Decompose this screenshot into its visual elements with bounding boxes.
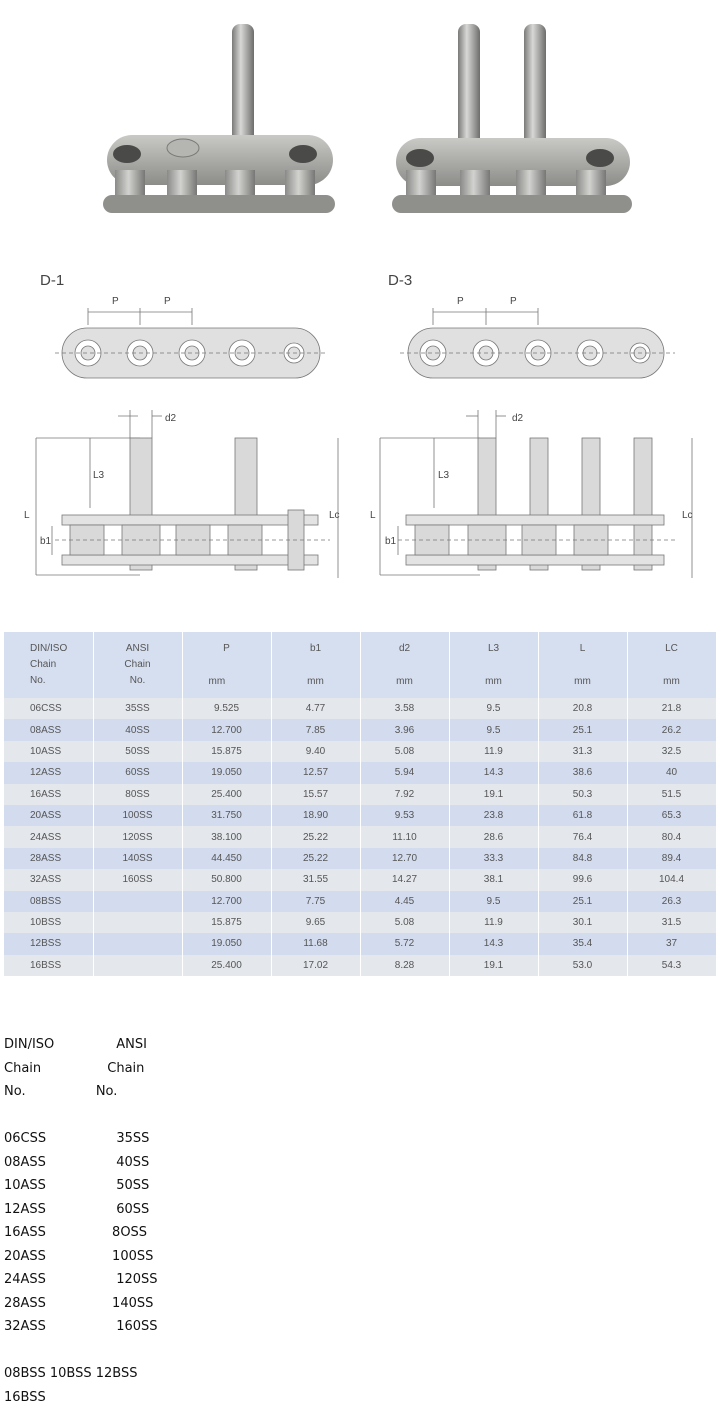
table-cell: 5.72: [360, 933, 449, 954]
d1-l3-label: L3: [93, 470, 105, 481]
table-cell: 14.3: [449, 762, 538, 783]
table-cell: 100SS: [93, 805, 182, 826]
table-cell: 76.4: [538, 826, 627, 847]
table-cell: 9.5: [449, 891, 538, 912]
table-cell: 31.55: [271, 869, 360, 890]
table-cell: 23.8: [449, 805, 538, 826]
d3-side-view: [380, 410, 692, 578]
header-ansi: [93, 632, 182, 698]
d3-b1-label: b1: [385, 536, 397, 547]
table-cell: 08BSS: [4, 891, 93, 912]
table-cell: 9.40: [271, 741, 360, 762]
table-cell: 4.45: [360, 891, 449, 912]
table-cell: 16ASS: [4, 784, 93, 805]
table-cell: 15.57: [271, 784, 360, 805]
table-cell: 5.08: [360, 741, 449, 762]
table-row: [4, 698, 716, 719]
d1-lc-label: Lc: [329, 510, 340, 521]
diagram-label-d3: D-3: [388, 272, 413, 289]
header-ansi-line-1: ANSI: [125, 643, 150, 654]
plain-text-line: 16BSS: [4, 1389, 46, 1405]
d1-d2-label: d2: [165, 413, 177, 424]
table-row: [4, 848, 716, 869]
plain-text-line: 32ASS 160SS: [4, 1319, 158, 1334]
table-cell: 80SS: [93, 784, 182, 805]
table-cell: 11.9: [449, 741, 538, 762]
plain-text-line: 16ASS 8OSS: [4, 1225, 148, 1240]
table-row: [4, 805, 716, 826]
table-cell: 25.1: [538, 719, 627, 740]
plain-text-line: 24ASS 120SS: [4, 1272, 158, 1287]
table-cell: 35SS: [93, 698, 182, 719]
table-header-row: [4, 632, 716, 665]
d3-l3-label: L3: [438, 470, 450, 481]
table-cell: 44.450: [182, 848, 271, 869]
table-cell: 3.96: [360, 719, 449, 740]
technical-drawings: [0, 290, 728, 610]
table-body: [4, 698, 716, 976]
header-din: [4, 632, 93, 698]
header-l: L: [538, 632, 627, 665]
unit-l: mm: [538, 665, 627, 698]
table-cell: 19.1: [449, 955, 538, 976]
table-cell: 9.5: [449, 719, 538, 740]
plain-text-line: [4, 1104, 158, 1128]
table-cell: 104.4: [627, 869, 716, 890]
photo-d3-chain-link: [388, 10, 638, 225]
table-cell: 28.6: [449, 826, 538, 847]
table-cell: 4.77: [271, 698, 360, 719]
table-row: [4, 912, 716, 933]
table-cell: 60SS: [93, 762, 182, 783]
plain-text-line: [4, 1339, 158, 1363]
photo-d1-chain-link: [95, 10, 345, 225]
plain-text-line: 10ASS 50SS: [4, 1178, 150, 1193]
table-cell: 21.8: [627, 698, 716, 719]
plain-text-line: 28ASS 140SS: [4, 1295, 154, 1311]
table-row: [4, 784, 716, 805]
table-cell: 32.5: [627, 741, 716, 762]
table-cell: 3.58: [360, 698, 449, 719]
diagram-label-d1: D-1: [40, 272, 65, 289]
table-cell: 25.400: [182, 955, 271, 976]
table-cell: 9.53: [360, 805, 449, 826]
d1-pitch-label-2: P: [164, 296, 171, 307]
table-cell: 51.5: [627, 784, 716, 805]
d3-d2-label: d2: [512, 413, 524, 424]
header-din-line-1: DIN/ISO: [30, 643, 68, 654]
header-din-line-2: Chain: [30, 659, 57, 670]
table-cell: 9.65: [271, 912, 360, 933]
table-cell: 15.875: [182, 912, 271, 933]
table-cell: 06CSS: [4, 698, 93, 719]
table-cell: 14.27: [360, 869, 449, 890]
table-cell: 38.100: [182, 826, 271, 847]
header-din-line-3: No.: [30, 675, 46, 686]
table-cell: [93, 912, 182, 933]
table-cell: 32ASS: [4, 869, 93, 890]
table-cell: 20.8: [538, 698, 627, 719]
table-cell: 50SS: [93, 741, 182, 762]
table-cell: 25.400: [182, 784, 271, 805]
unit-b1: mm: [271, 665, 360, 698]
d3-lc-label: Lc: [682, 510, 693, 521]
table-cell: 140SS: [93, 848, 182, 869]
table-cell: 31.5: [627, 912, 716, 933]
table-cell: 65.3: [627, 805, 716, 826]
table-row: [4, 719, 716, 740]
table-cell: 7.85: [271, 719, 360, 740]
table-cell: 16BSS: [4, 955, 93, 976]
table-cell: [93, 955, 182, 976]
d1-side-view: [36, 410, 338, 578]
table-row: [4, 891, 716, 912]
table-cell: 84.8: [538, 848, 627, 869]
table-cell: 11.9: [449, 912, 538, 933]
table-row: [4, 955, 716, 976]
d1-l-label: L: [24, 510, 30, 521]
table-cell: 26.3: [627, 891, 716, 912]
table-cell: 7.92: [360, 784, 449, 805]
table-cell: 12BSS: [4, 933, 93, 954]
table-cell: 15.875: [182, 741, 271, 762]
table-cell: 40: [627, 762, 716, 783]
product-photos: [0, 0, 728, 260]
table-cell: 89.4: [627, 848, 716, 869]
table-cell: 80.4: [627, 826, 716, 847]
unit-p: mm: [182, 665, 271, 698]
table-cell: 8.28: [360, 955, 449, 976]
table-row: [4, 741, 716, 762]
table-cell: 120SS: [93, 826, 182, 847]
table-cell: 160SS: [93, 869, 182, 890]
table-cell: 25.22: [271, 848, 360, 869]
table-cell: 31.750: [182, 805, 271, 826]
table-cell: 19.1: [449, 784, 538, 805]
table-cell: 50.800: [182, 869, 271, 890]
table-cell: 28ASS: [4, 848, 93, 869]
table-cell: 12.57: [271, 762, 360, 783]
table-cell: 7.75: [271, 891, 360, 912]
header-ansi-line-3: No.: [129, 675, 146, 686]
table-cell: 38.6: [538, 762, 627, 783]
table-cell: 10BSS: [4, 912, 93, 933]
table-cell: 11.68: [271, 933, 360, 954]
table-cell: [93, 891, 182, 912]
header-l3: L3: [449, 632, 538, 665]
spec-table: [4, 632, 717, 976]
table-cell: 20ASS: [4, 805, 93, 826]
table-cell: 50.3: [538, 784, 627, 805]
table-cell: 33.3: [449, 848, 538, 869]
table-cell: 11.10: [360, 826, 449, 847]
table-row: [4, 826, 716, 847]
plain-text-line: No. No.: [4, 1084, 118, 1099]
table-cell: 10ASS: [4, 741, 93, 762]
table-cell: 9.525: [182, 698, 271, 719]
table-cell: 17.02: [271, 955, 360, 976]
d1-b1-label: b1: [40, 536, 52, 547]
table-cell: 5.94: [360, 762, 449, 783]
table-cell: 40SS: [93, 719, 182, 740]
d3-l-label: L: [370, 510, 376, 521]
table-cell: 31.3: [538, 741, 627, 762]
d1-top-view: [55, 308, 328, 378]
table-cell: 12ASS: [4, 762, 93, 783]
d1-pitch-label-1: P: [112, 296, 119, 307]
plain-text-line: 06CSS 35SS: [4, 1131, 150, 1146]
unit-l3: mm: [449, 665, 538, 698]
d3-pitch-label-1: P: [457, 296, 464, 307]
unit-lc: mm: [627, 665, 716, 698]
header-lc: LC: [627, 632, 716, 665]
plain-text-line: 08BSS 10BSS 12BSS: [4, 1366, 138, 1381]
table-cell: 12.70: [360, 848, 449, 869]
unit-d2: mm: [360, 665, 449, 698]
table-cell: 99.6: [538, 869, 627, 890]
table-cell: [93, 933, 182, 954]
table-cell: 35.4: [538, 933, 627, 954]
table-cell: 54.3: [627, 955, 716, 976]
table-cell: 5.08: [360, 912, 449, 933]
table-cell: 26.2: [627, 719, 716, 740]
plain-text-line: 20ASS 100SS: [4, 1248, 154, 1264]
table-cell: 19.050: [182, 762, 271, 783]
plain-text-line: 12ASS 60SS: [4, 1201, 150, 1217]
table-cell: 61.8: [538, 805, 627, 826]
d3-top-view: [400, 308, 675, 378]
table-cell: 9.5: [449, 698, 538, 719]
table-row: [4, 762, 716, 783]
table-cell: 14.3: [449, 933, 538, 954]
table-cell: 24ASS: [4, 826, 93, 847]
plain-text-line: DIN/ISO ANSI: [4, 1037, 147, 1052]
d3-pitch-label-2: P: [510, 296, 517, 307]
table-row: [4, 933, 716, 954]
table-cell: 37: [627, 933, 716, 954]
header-ansi-line-2: Chain: [124, 659, 151, 670]
table-cell: 19.050: [182, 933, 271, 954]
table-cell: 12.700: [182, 719, 271, 740]
table-cell: 38.1: [449, 869, 538, 890]
plain-text-line: Chain Chain: [4, 1060, 145, 1076]
plain-text-listing: [4, 1033, 158, 1409]
table-cell: 25.22: [271, 826, 360, 847]
header-d2: d2: [360, 632, 449, 665]
plain-text-line: 08ASS 40SS: [4, 1154, 150, 1170]
header-b1: b1: [271, 632, 360, 665]
header-p: P: [182, 632, 271, 665]
table-row: [4, 869, 716, 890]
table-cell: 12.700: [182, 891, 271, 912]
table-cell: 08ASS: [4, 719, 93, 740]
table-cell: 30.1: [538, 912, 627, 933]
table-cell: 53.0: [538, 955, 627, 976]
table-cell: 18.90: [271, 805, 360, 826]
table-cell: 25.1: [538, 891, 627, 912]
